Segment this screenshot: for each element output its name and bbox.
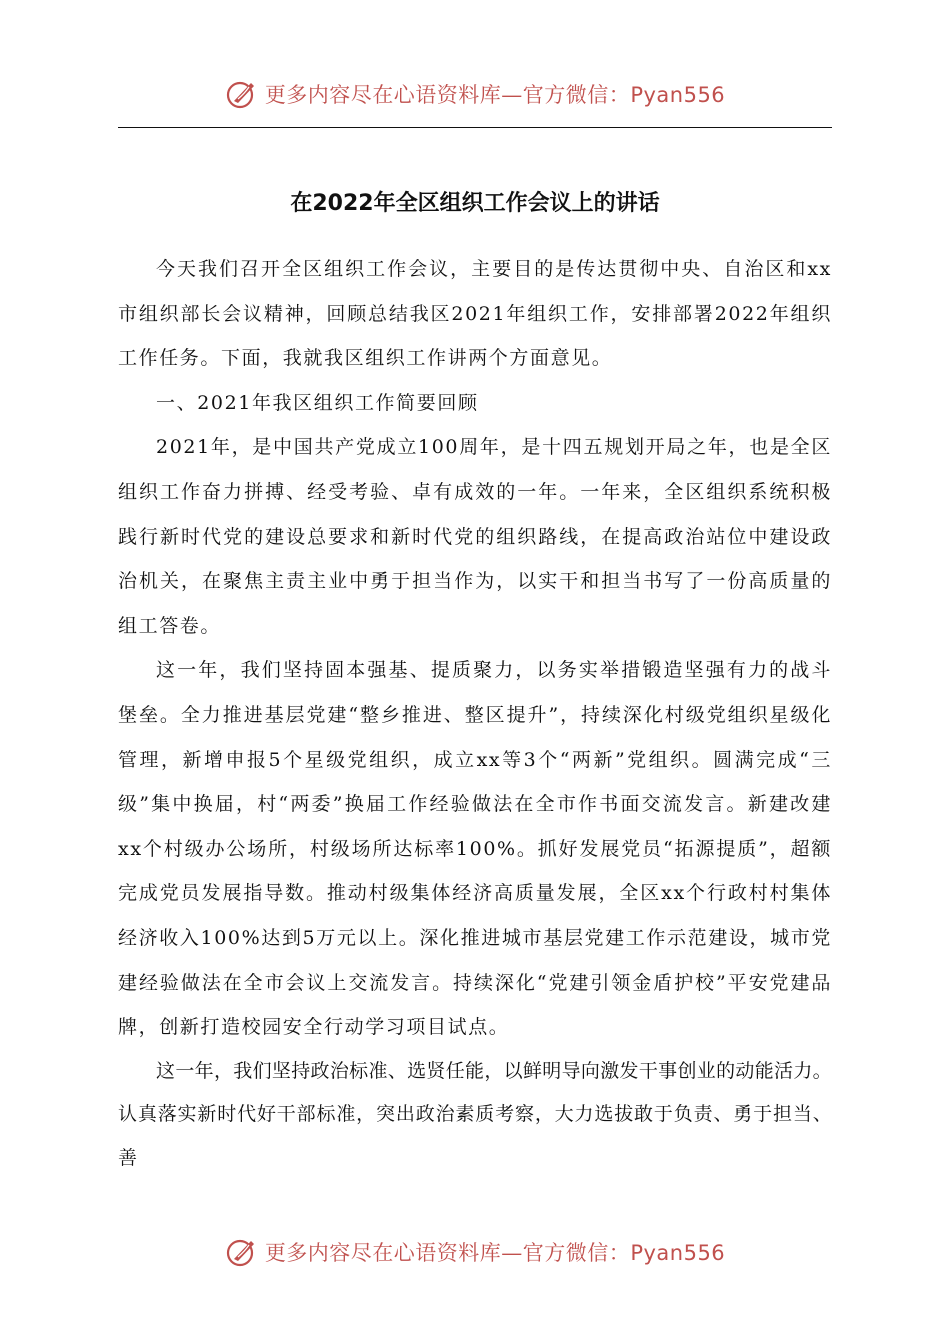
document-title: 在2022年全区组织工作会议上的讲话: [290, 191, 660, 216]
wechat-id: Pyan556: [630, 83, 726, 107]
banner-text: [265, 1237, 725, 1267]
paragraph-party-building: 这一年，我们坚持固本强基、提质聚力，以务实举措锻造坚强有力的战斗堡垒。全力推进基层党建“整乡推进、整区提升”，持续深化村级党组织星级化管理，新增申报5个星级党组织，成立xx等3个“两新”党组织。圆满完成“三级”集中换届，村“两委”换届工作经验做法在全市作书面交流发言。新建改建xx个村级办公场所，村级场所达标率100%。抓好发展党员“拓源提质”，超额完成党员发展指导数。推动村级集体经济高质量发展，全区xx个行政村村集体经济收入100%达到5万元以上。深化推进城市基层党建工作示范建设，城市党建经验做法在全市会议上交流发言。持续深化“党建引领金盾护校”平安党建品牌，创新打造校园安全行动学习项目试点。: [118, 659, 832, 1039]
banner-text: [265, 79, 725, 109]
paragraph-cadre-selection: 这一年，我们坚持政治标准、选贤任能，以鲜明导向激发干事创业的动能活力。认真落实新时代好干部标准，突出政治素质考察，大力选拔敢于负责、勇于担当、善: [118, 1059, 832, 1169]
paragraph-review: 2021年，是中国共产党成立100周年，是十四五规划开局之年，也是全区组织工作奋力拼搏、经受考验、卓有成效的一年。一年来，全区组织系统积极践行新时代党的建设总要求和新时代党的组织路线，在提高政治站位中建设政治机关，在聚焦主责主业中勇于担当作为，以实干和担当书写了一份高质量的组工答卷。: [118, 436, 832, 637]
quill-logo-icon: [225, 1235, 259, 1269]
header-banner: [0, 74, 950, 114]
wechat-id: Pyan556: [630, 1241, 726, 1265]
document-body: [118, 247, 832, 1180]
section-heading-1: 一、2021年我区组织工作简要回顾: [156, 391, 479, 414]
quill-logo-icon: [225, 77, 259, 111]
banner-label: 更多内容尽在心语资料库—官方微信：: [264, 1241, 631, 1265]
banner-label: 更多内容尽在心语资料库—官方微信：: [264, 83, 631, 107]
paragraph-intro: 今天我们召开全区组织工作会议，主要目的是传达贯彻中央、自治区和xx市组织部长会议精神，回顾总结我区2021年组织工作，安排部署2022年组织工作任务。下面，我就我区组织工作讲两个方面意见。: [118, 258, 832, 370]
header-divider: [118, 127, 832, 128]
footer-banner: [0, 1232, 950, 1272]
